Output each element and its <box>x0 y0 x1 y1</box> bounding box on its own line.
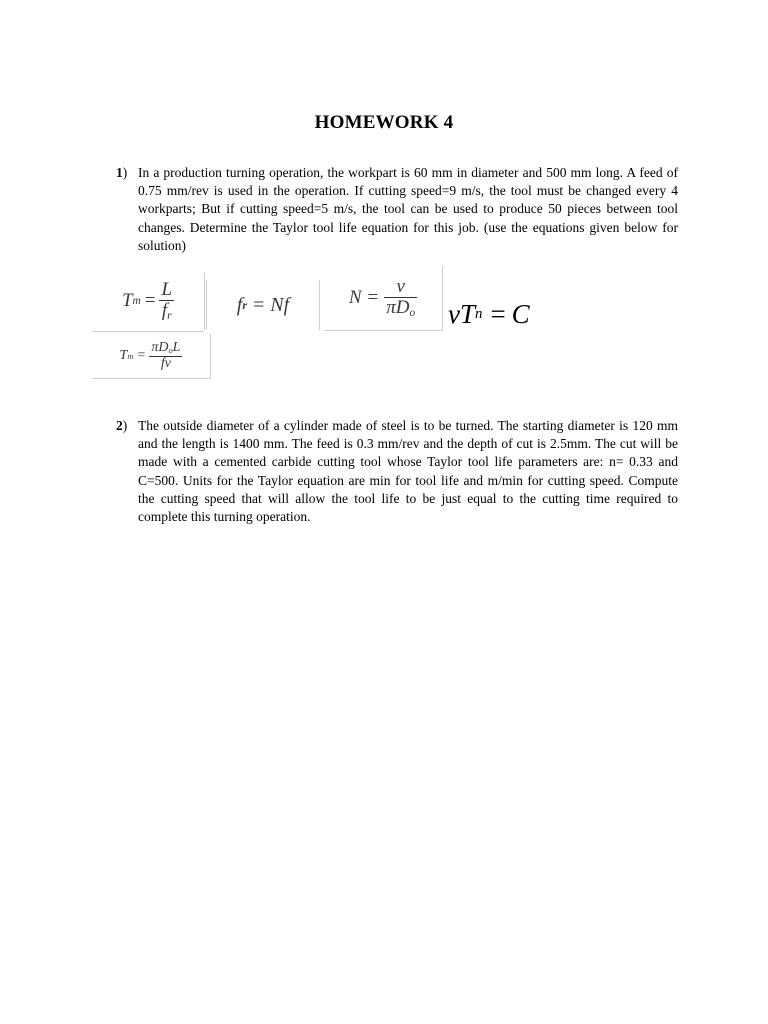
divider <box>92 331 204 332</box>
question-number: 1) <box>116 165 128 180</box>
question-text: In a production turning operation, the workpart is 60 mm in diameter and 500 mm long. A feed of 0.75 mm/rev is used in the operation. If cutting speed=9 m/s, the tool must be changed every 4 workparts; But if cutting speed=5 m/s, the tool can be used to produce 50 pieces between tool changes. Determine the Taylor tool life equation for this job. (use the equations given below for solution) <box>138 165 678 253</box>
equation-feed-rate: f r = Nf <box>206 280 320 330</box>
equation-machining-time: T m = $\frac{L}{f_r}$ <box>92 272 205 330</box>
equation-rotational-speed: N = $\frac{v}{\pi D_o}$ <box>324 266 443 331</box>
equation-machining-time-alt: T m = $\frac{\pi D_oL}{fv}$ <box>92 334 211 379</box>
equation-taylor: v T n = C <box>448 298 530 329</box>
question-text: The outside diameter of a cylinder made of steel is to be turned. The starting diameter is 120 mm and the length is 1400 mm. The feed is 0.3 mm/rev and the depth of cut is 2.5mm. The cut will be made with a cemented carbide cutting tool whose Taylor tool life parameters are: n= 0.33 and C=500. Units for the Taylor equation are min for tool life and m/min for cutting speed. Compute the cutting speed that will allow the tool life to be just equal to the cutting time required to complete this turning operation. <box>138 418 678 525</box>
question-number: 2) <box>116 418 128 433</box>
question-1 <box>116 164 678 255</box>
question-2 <box>116 417 678 526</box>
page-title: HOMEWORK 4 <box>314 112 454 133</box>
